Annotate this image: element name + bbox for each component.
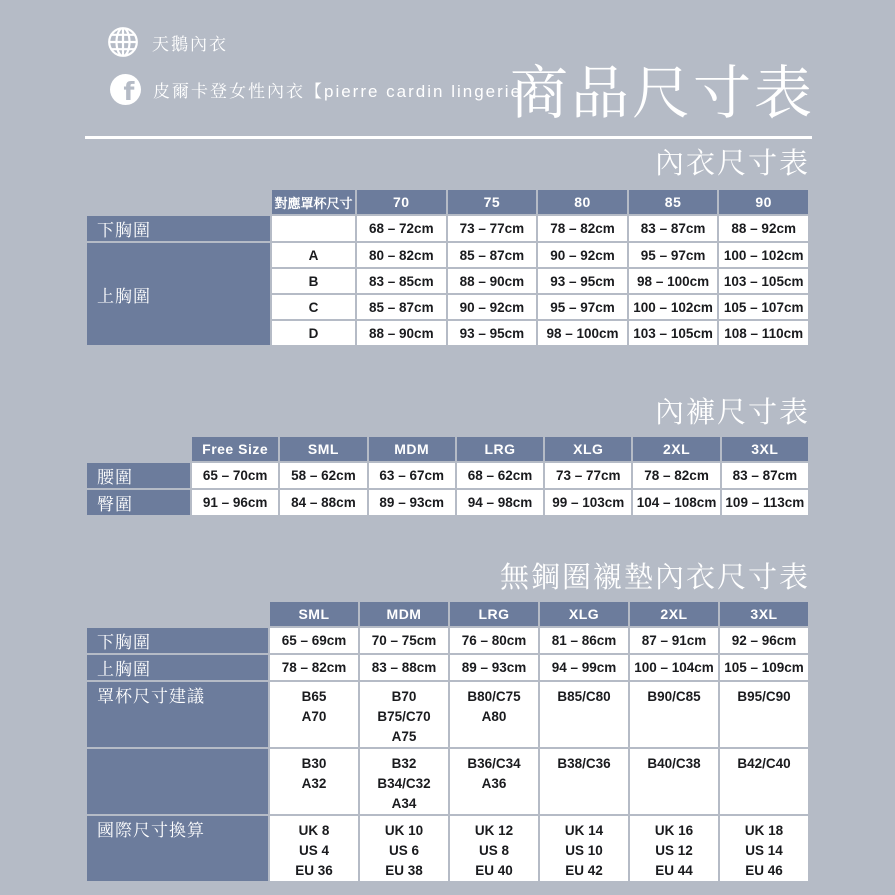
wireless-bra-size-table <box>85 600 810 883</box>
size-cell: UK 16 US 12 EU 44 <box>629 815 719 882</box>
size-cell: 78 – 82cm <box>632 462 720 489</box>
facebook-page-name: 皮爾卡登女性內衣【pierre cardin lingerie 】 <box>153 82 548 101</box>
size-cell: 93 – 95cm <box>447 320 538 346</box>
size-cell: UK 10 US 6 EU 38 <box>359 815 449 882</box>
column-header: 70 <box>356 189 447 215</box>
size-cell: 89 – 93cm <box>449 654 539 681</box>
size-cell: 103 – 105cm <box>718 268 809 294</box>
size-cell: B36/C34 A36 <box>449 748 539 815</box>
size-cell: B80/C75 A80 <box>449 681 539 748</box>
size-cell: 91 – 96cm <box>191 489 279 516</box>
size-cell: UK 8 US 4 EU 36 <box>269 815 359 882</box>
facebook-f-icon: f <box>110 74 141 105</box>
size-cell: 65 – 70cm <box>191 462 279 489</box>
column-header: 85 <box>628 189 719 215</box>
wireless-table-title: 無鋼圈襯墊內衣尺寸表 <box>499 562 810 594</box>
globe-icon <box>106 25 140 59</box>
size-cell: UK 12 US 8 EU 40 <box>449 815 539 882</box>
size-cell: B85/C80 <box>539 681 629 748</box>
size-cell: 88 – 92cm <box>718 215 809 242</box>
size-cell: 80 – 82cm <box>356 242 447 268</box>
size-cell: 92 – 96cm <box>719 627 809 654</box>
column-header: Free Size <box>191 436 279 462</box>
size-cell: 99 – 103cm <box>544 489 632 516</box>
size-cell: 95 – 97cm <box>537 294 628 320</box>
size-cell: 100 – 102cm <box>628 294 719 320</box>
page-title: 商品尺寸表 <box>509 61 815 126</box>
size-cell: 68 – 62cm <box>456 462 544 489</box>
column-header: 2XL <box>632 436 720 462</box>
size-cell: C <box>271 294 356 320</box>
size-cell: B38/C36 <box>539 748 629 815</box>
row-label: 臀圍 <box>86 489 191 516</box>
column-header: 對應罩杯尺寸 <box>271 189 356 215</box>
size-cell: 70 – 75cm <box>359 627 449 654</box>
size-cell: 109 – 113cm <box>721 489 809 516</box>
column-header: XLG <box>539 601 629 627</box>
table-corner <box>86 189 271 215</box>
size-cell: 65 – 69cm <box>269 627 359 654</box>
size-cell: 73 – 77cm <box>544 462 632 489</box>
size-cell: 94 – 98cm <box>456 489 544 516</box>
size-cell: B30 A32 <box>269 748 359 815</box>
size-cell: 83 – 85cm <box>356 268 447 294</box>
row-label: 國際尺寸換算 <box>86 815 269 882</box>
row-label <box>86 748 269 815</box>
size-cell: 100 – 104cm <box>629 654 719 681</box>
row-label: 下胸圍 <box>86 627 269 654</box>
size-cell: 98 – 100cm <box>537 320 628 346</box>
size-cell: 87 – 91cm <box>629 627 719 654</box>
column-header: SML <box>279 436 367 462</box>
panty-table-title: 內褲尺寸表 <box>654 397 810 429</box>
column-header: LRG <box>456 436 544 462</box>
column-header: 3XL <box>719 601 809 627</box>
size-cell: D <box>271 320 356 346</box>
size-cell: 84 – 88cm <box>279 489 367 516</box>
size-cell: B70 B75/C70 A75 <box>359 681 449 748</box>
column-header: 2XL <box>629 601 719 627</box>
bra-table-title: 內衣尺寸表 <box>654 148 810 180</box>
size-cell: 78 – 82cm <box>537 215 628 242</box>
column-header: 90 <box>718 189 809 215</box>
size-cell: 81 – 86cm <box>539 627 629 654</box>
column-header: 3XL <box>721 436 809 462</box>
size-cell: 108 – 110cm <box>718 320 809 346</box>
size-cell: 78 – 82cm <box>269 654 359 681</box>
size-cell: B32 B34/C32 A34 <box>359 748 449 815</box>
size-cell: B40/C38 <box>629 748 719 815</box>
site-name: 天鵝內衣 <box>152 34 228 54</box>
size-cell: 100 – 102cm <box>718 242 809 268</box>
size-cell: 83 – 87cm <box>721 462 809 489</box>
size-cell <box>271 215 356 242</box>
column-header: SML <box>269 601 359 627</box>
size-cell: B65 A70 <box>269 681 359 748</box>
row-label: 上胸圍 <box>86 242 271 346</box>
size-cell: 105 – 107cm <box>718 294 809 320</box>
size-cell: B90/C85 <box>629 681 719 748</box>
column-header: MDM <box>368 436 456 462</box>
size-cell: 85 – 87cm <box>356 294 447 320</box>
column-header: MDM <box>359 601 449 627</box>
size-cell: B95/C90 <box>719 681 809 748</box>
row-label: 下胸圍 <box>86 215 271 242</box>
header-divider <box>85 136 812 139</box>
size-cell: 73 – 77cm <box>447 215 538 242</box>
brand-row-website <box>106 25 228 59</box>
size-cell: 85 – 87cm <box>447 242 538 268</box>
row-label: 上胸圍 <box>86 654 269 681</box>
size-cell: 58 – 62cm <box>279 462 367 489</box>
size-cell: UK 18 US 14 EU 46 <box>719 815 809 882</box>
size-cell: 105 – 109cm <box>719 654 809 681</box>
bra-size-table <box>85 188 810 347</box>
size-cell: 94 – 99cm <box>539 654 629 681</box>
size-cell: 76 – 80cm <box>449 627 539 654</box>
table-corner <box>86 436 191 462</box>
column-header: 75 <box>447 189 538 215</box>
size-cell: UK 14 US 10 EU 42 <box>539 815 629 882</box>
size-cell: 89 – 93cm <box>368 489 456 516</box>
size-cell: A <box>271 242 356 268</box>
size-cell: 63 – 67cm <box>368 462 456 489</box>
table-corner <box>86 601 269 627</box>
size-cell: 103 – 105cm <box>628 320 719 346</box>
size-cell: 90 – 92cm <box>537 242 628 268</box>
size-cell: 88 – 90cm <box>356 320 447 346</box>
size-cell: 83 – 87cm <box>628 215 719 242</box>
size-cell: 90 – 92cm <box>447 294 538 320</box>
column-header: XLG <box>544 436 632 462</box>
row-label: 腰圍 <box>86 462 191 489</box>
size-cell: 98 – 100cm <box>628 268 719 294</box>
size-cell: B42/C40 <box>719 748 809 815</box>
size-cell: 88 – 90cm <box>447 268 538 294</box>
column-header: LRG <box>449 601 539 627</box>
size-cell: 93 – 95cm <box>537 268 628 294</box>
panty-size-table <box>85 435 810 517</box>
size-cell: B <box>271 268 356 294</box>
size-cell: 104 – 108cm <box>632 489 720 516</box>
size-cell: 83 – 88cm <box>359 654 449 681</box>
column-header: 80 <box>537 189 628 215</box>
size-cell: 95 – 97cm <box>628 242 719 268</box>
size-cell: 68 – 72cm <box>356 215 447 242</box>
row-label: 罩杯尺寸建議 <box>86 681 269 748</box>
